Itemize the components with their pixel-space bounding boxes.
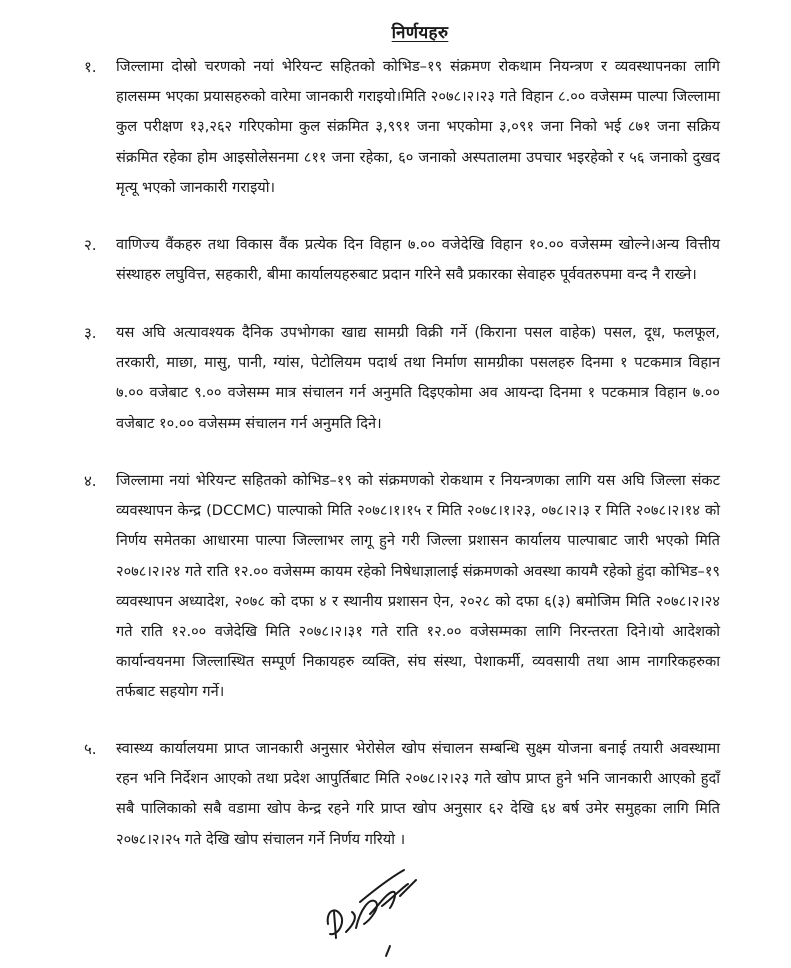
decision-text: वाणिज्य वैंकहरु तथा विकास वैंक प्रत्येक दिन विहान ७.०० वजेदेखि विहान १०.०० वजेसम्म खोल्ने।अन्य वित्तीय संस्थाहरु लघुवित्त, सहकारी, बीमा कार्यालयहरुबाट प्रदान गरिने सवै प्रकारका सेवाहरु पूर्ववतरुपमा वन्द नै राख्ने। (116, 236, 720, 284)
decision-item (84, 734, 720, 855)
decision-number: २. (84, 236, 97, 254)
decision-item (84, 230, 720, 290)
decision-number: ३. (84, 324, 97, 342)
decision-item (84, 466, 720, 708)
handwritten-signature (320, 862, 440, 962)
document-title: निर्णयहरु (391, 23, 449, 43)
decision-text: जिल्लामा नयां भेरियन्ट सहितको कोभिड–१९ को संक्रमणको रोकथाम र नियन्त्रणका लागि यस अघि जिल्ला संकट व्यवस्थापन केन्द्र (DCCMC) पाल्पाको मिति २०७८।१।१५ र मिति २०७८।१।२३, ०७८।२।३ र मिति २०७८।२।१४ को निर्णय समेतका आधारमा पाल्पा जिल्लाभर लागू हुने गरी जिल्ला प्रशासन कार्यालय पाल्पाबाट जारी भएको मिति २०७८।२।२४ गते राति १२.०० वजेसम्म कायम रहेको निषेधाज्ञालाई संक्रमणको अवस्था कायमै रहेको हुंदा कोभिड–१९ व्यवस्थापन अध्यादेश, २०७८ को दफा ४ र स्थानीय प्रशासन ऐन, २०२८ को दफा ६(३) बमोजिम मिति २०७८।२।२४ गते राति १२.०० वजेदेखि मिति २०७८।२।३१ गते राति १२.०० वजेसम्मका लागि निरन्तरता दिने।यो आदेशको कार्यान्वयनमा जिल्लास्थित सम्पूर्ण निकायहरु व्यक्ति, संघ संस्था, पेशाकर्मी, व्यवसायी तथा आम नागरिकहरुका तर्फबाट सहयोग गर्ने। (116, 472, 720, 701)
decision-number: ५. (84, 740, 97, 758)
decision-text: यस अघि अत्यावश्यक दैनिक उपभोगका खाद्य सामग्री विक्री गर्ने (किराना पसल वाहेक) पसल, दूध, फलफूल, तरकारी, माछा, मासु, पानी, ग्यांस, पेटोलियम पदार्थ तथा निर्माण सामग्रीका पसलहरु दिनमा १ पटकमात्र विहान ७.०० वजेबाट ९.०० वजेसम्म मात्र संचालन गर्न अनुमति दिइएकोमा अव आयन्दा दिनमा १ पटकमात्र विहान ७.०० वजेबाट १०.०० वजेसम्म संचालन गर्न अनुमति दिने। (116, 324, 720, 432)
decision-text: जिल्लामा दोस्रो चरणको नयां भेरियन्ट सहितको कोभिड–१९ संक्रमण रोकथाम नियन्त्रण र व्यवस्थापनका लागि हालसम्म भएका प्रयासहरुको वारेमा जानकारी गराइयो।मिति २०७८।२।२३ गते विहान ८.०० वजेसम्म पाल्पा जिल्लामा कुल परीक्षण १३,२६२ गरिएकोमा कुल संक्रमित ३,९९१ जना भएकोमा ३,०९१ जना निको भई ८७१ जना सक्रिय संक्रमित रहेका होम आइसोलेसनमा ८११ जना रहेका, ६० जनाको अस्पतालमा उपचार भइरहेको र ५६ जनाको दुखद मृत्यू भएको जानकारी गराइयो। (116, 58, 720, 196)
decision-text: स्वास्थ्य कार्यालयमा प्राप्त जानकारी अनुसार भेरोसेल खोप संचालन सम्बन्धि सुक्ष्म योजना बनाई तयारी अवस्थामा रहन भनि निर्देशन आएको तथा प्रदेश आपुर्तिबाट मिति २०७८।२।२३ गते खोप प्राप्त हुने भनि जानकारी आएको हुदाँ सबै पालिकाको सबै वडामा खोप केन्द्र रहने गरि प्राप्त खोप अनुसार ६२ देखि ६४ बर्ष उमेर समुहका लागि मिति २०७८।२।२५ गते देखि खोप संचालन गर्ने निर्णय गरियो । (116, 740, 720, 848)
decision-item (84, 52, 720, 203)
decision-number: ४. (84, 472, 97, 490)
decision-item (84, 318, 720, 439)
decision-number: १. (84, 58, 97, 76)
